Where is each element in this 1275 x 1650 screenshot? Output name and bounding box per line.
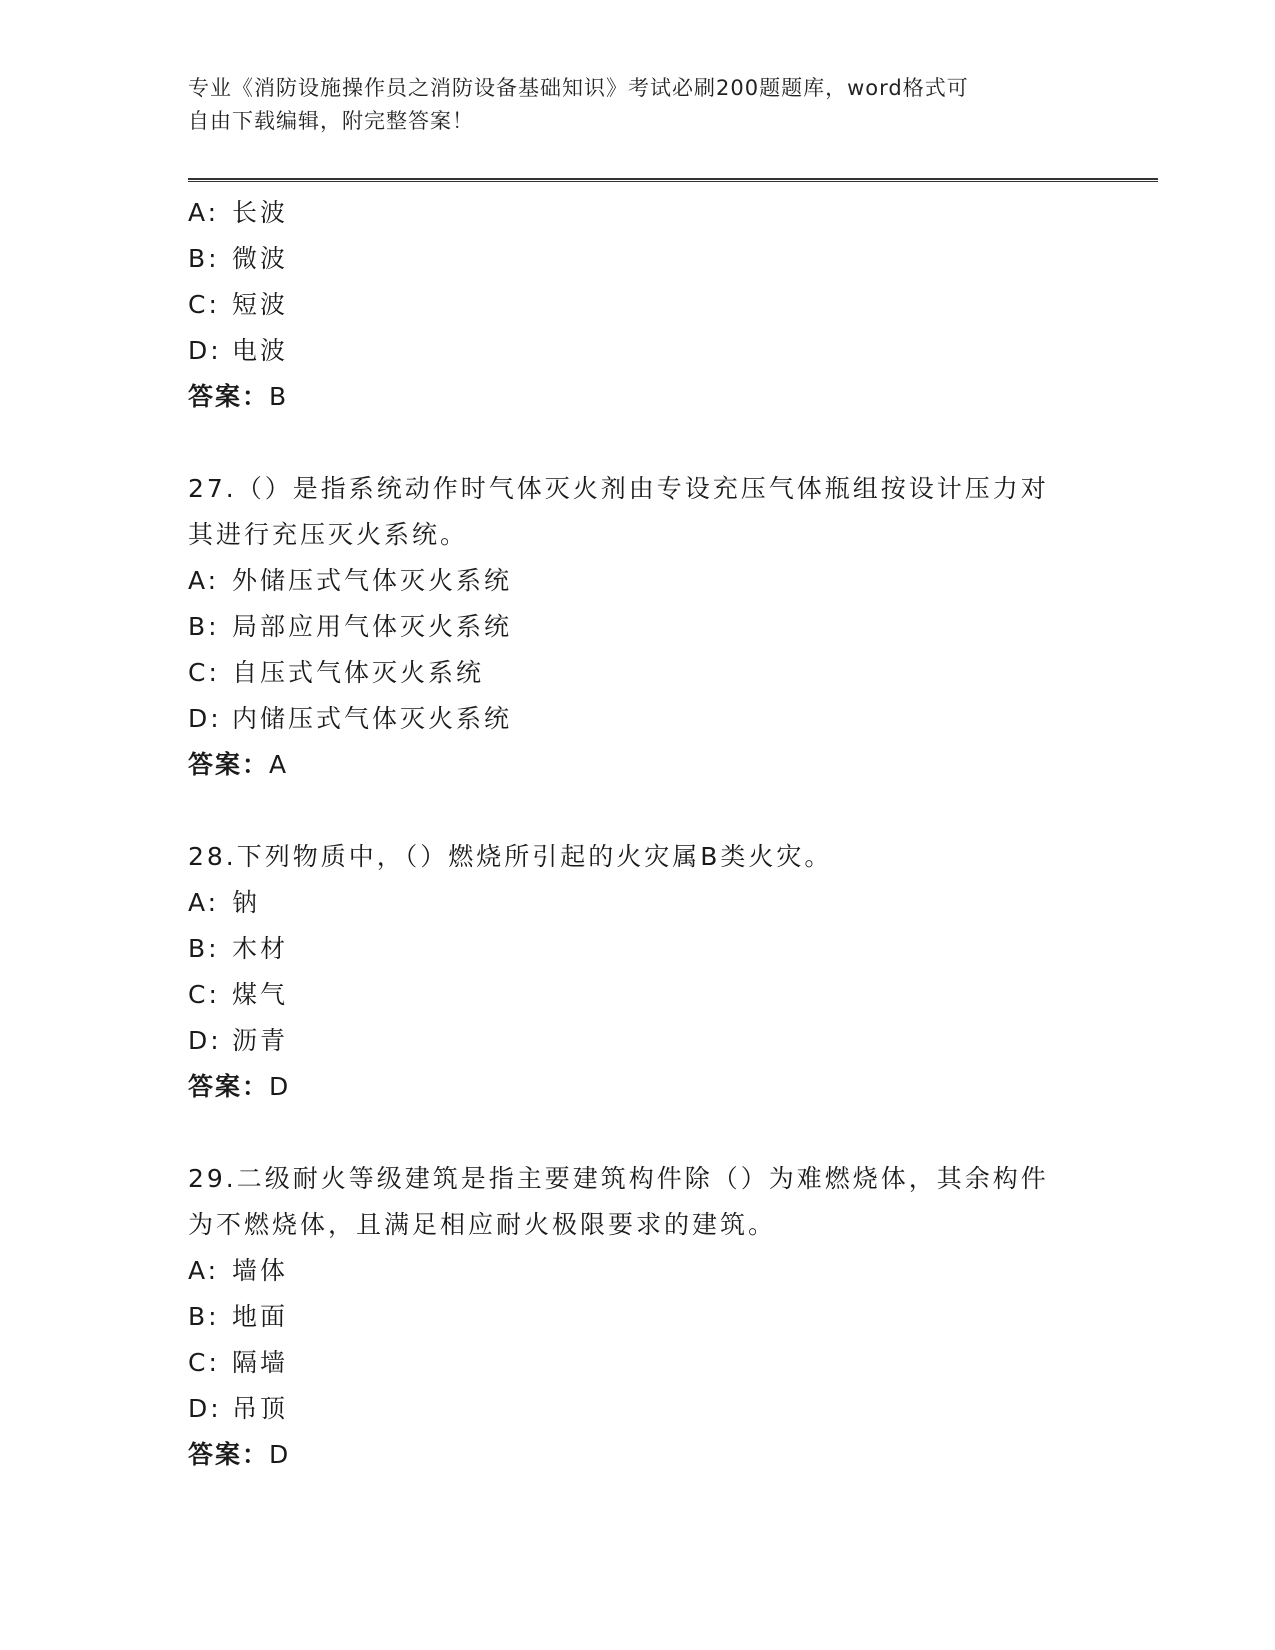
option-b: B: 微波 [188,244,289,273]
option-a: A: 长波 [188,198,289,227]
question-block-27 [188,466,1088,788]
option-d: D: 电波 [188,336,289,365]
question-block-29 [188,1156,1088,1478]
question-text-line-1: 29.二级耐火等级建筑是指主要建筑构件除（）为难燃烧体，其余构件 [188,1164,1049,1193]
question-block-28 [188,834,1088,1110]
header-line-1: 专业《消防设施操作员之消防设备基础知识》考试必刷200题题库，word格式可 [188,76,969,100]
option-a: A: 外储压式气体灭火系统 [188,566,513,595]
option-b: B: 局部应用气体灭火系统 [188,612,513,641]
question-text-line-1: 28.下列物质中，（）燃烧所引起的火灾属B类火灾。 [188,842,833,871]
question-list [188,190,1088,1478]
answer: 答案：D [188,1440,291,1469]
option-c: C: 自压式气体灭火系统 [188,658,485,687]
answer: 答案：B [188,382,289,411]
option-d: D: 吊顶 [188,1394,289,1423]
option-b: B: 地面 [188,1302,289,1331]
option-d: D: 沥青 [188,1026,289,1055]
header-line-2: 自由下载编辑，附完整答案！ [188,109,474,133]
option-b: B: 木材 [188,934,289,963]
header-divider [188,178,1158,182]
document-header [188,72,1068,138]
option-c: C: 隔墙 [188,1348,289,1377]
option-c: C: 煤气 [188,980,289,1009]
option-c: C: 短波 [188,290,289,319]
question-text-line-2: 其进行充压灭火系统。 [188,520,469,549]
answer: 答案：D [188,1072,291,1101]
answer: 答案：A [188,750,289,779]
question-block-26 [188,190,1088,420]
question-text-line-2: 为不燃烧体，且满足相应耐火极限要求的建筑。 [188,1210,777,1239]
option-a: A: 钠 [188,888,261,917]
question-text-line-1: 27.（）是指系统动作时气体灭火剂由专设充压气体瓶组按设计压力对 [188,474,1049,503]
option-d: D: 内储压式气体灭火系统 [188,704,513,733]
option-a: A: 墙体 [188,1256,289,1285]
